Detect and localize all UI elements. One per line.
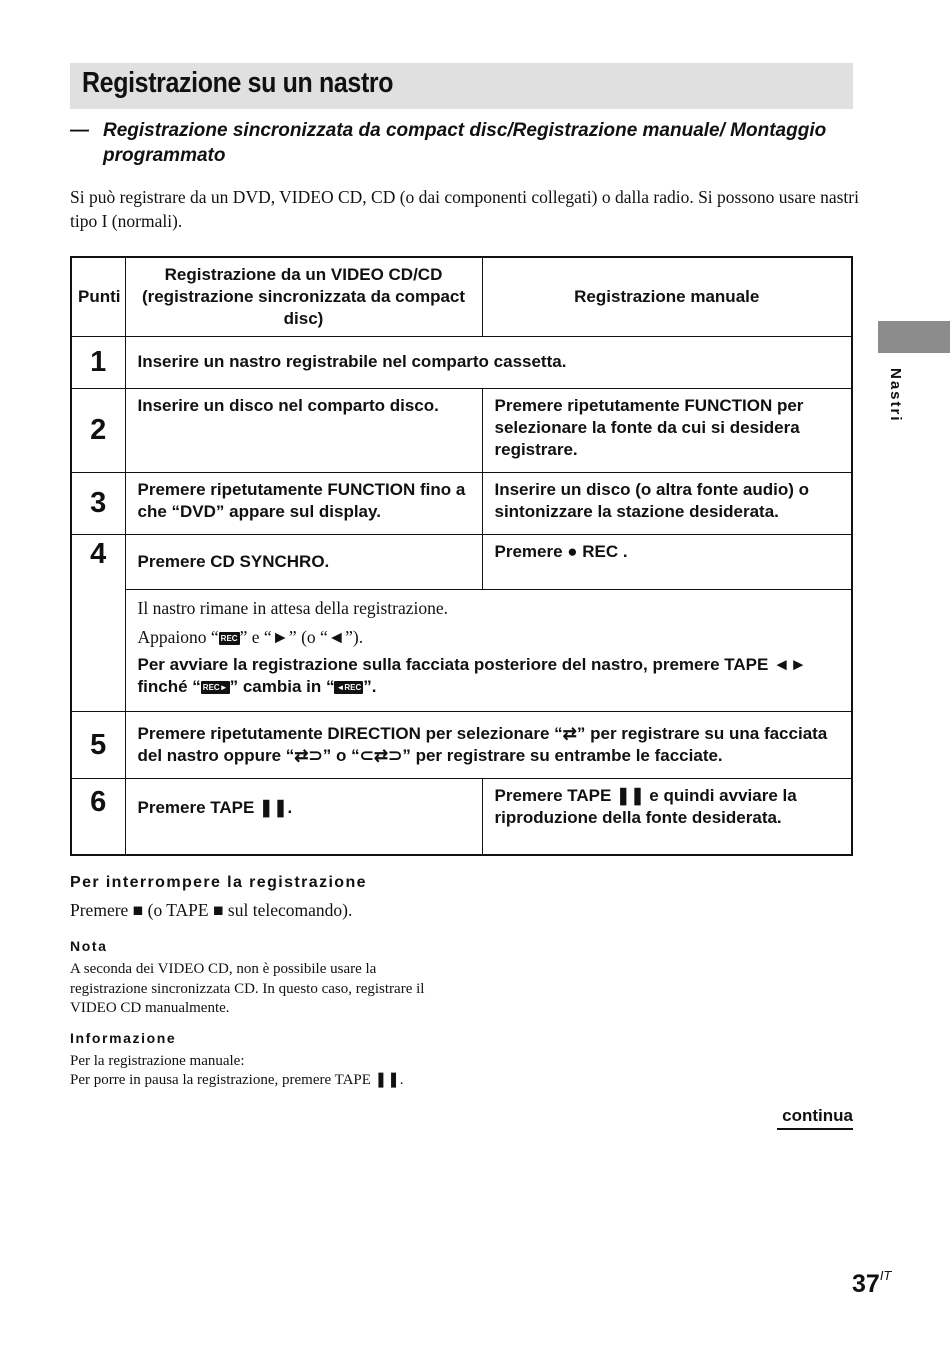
stop-section-title: Per interrompere la registrazione <box>70 874 367 891</box>
note3-text-b: ” cambia in “ <box>229 676 335 696</box>
step-number: 4 <box>71 534 125 711</box>
table-row-step-5 <box>71 711 852 778</box>
side-tab-marker <box>878 321 950 353</box>
step4-note-waiting: Il nastro rimane in attesa della registrazione. <box>137 597 448 618</box>
step-number: 3 <box>71 472 125 534</box>
step6-sync: Premere TAPE ❚❚. <box>125 778 482 855</box>
rec-indicator-icon: REC <box>220 633 238 643</box>
header-manual: Registrazione manuale <box>482 257 852 336</box>
note3-text-c: ”. <box>363 676 377 696</box>
step4-note-appear <box>138 625 840 649</box>
step-number: 5 <box>71 711 125 778</box>
note2-text-b: ” e “►” (o “◄”). <box>239 626 364 647</box>
section-subtitle <box>70 118 830 168</box>
table-row-step-3 <box>71 472 852 534</box>
step2-sync: Inserire un disco nel comparto disco. <box>125 388 482 472</box>
table-row-step-4-notes <box>71 589 852 711</box>
rec-forward-icon: REC► <box>202 682 228 692</box>
step1-text: Inserire un nastro registrabile nel comparto cassetta. <box>125 336 852 388</box>
table-row-step-6 <box>71 778 852 855</box>
informazione-title: Informazione <box>70 1030 177 1046</box>
page-number <box>852 1268 891 1299</box>
step2-manual: Premere ripetutamente FUNCTION per selezionare la fonte da cui si desidera registrare. <box>482 388 852 472</box>
header-punti: Punti <box>71 257 125 336</box>
nota-title: Nota <box>70 938 108 954</box>
step3-manual: Inserire un disco (o altra fonte audio) o sintonizzare la stazione desiderata. <box>482 472 852 534</box>
header-sync: Registrazione da un VIDEO CD/CD (registrazione sincronizzata da compact disc) <box>125 257 482 336</box>
table-row-step-1 <box>71 336 852 388</box>
step5-text: Premere ripetutamente DIRECTION per selezionare “⇄” per registrare su una facciata del nastro oppure “⇄⊃” o “⊂⇄⊃” per registrare su entrambe le facciate. <box>125 711 852 778</box>
subtitle-dash: — <box>70 120 89 141</box>
continua-label: continua <box>777 1106 853 1130</box>
intro-paragraph: Si può registrare da un DVD, VIDEO CD, CD (o dai componenti collegati) o dalla radio. Si possono usare nastri tipo I (normali). <box>70 187 859 231</box>
note3-text-a: Per avviare la registrazione sulla facciata posteriore del nastro, premere TAPE ◄► finché “ <box>137 654 807 696</box>
step-number: 2 <box>71 388 125 472</box>
step-number: 6 <box>71 778 125 855</box>
nota-text: A seconda dei VIDEO CD, non è possibile usare la registrazione sincronizzata CD. In questo caso, registrare il VIDEO CD manualmente. <box>70 961 425 1016</box>
rec-reverse-icon: ◄REC <box>336 682 362 692</box>
step4-sync: Premere CD SYNCHRO. <box>125 534 482 589</box>
title-bar <box>70 63 853 109</box>
step3-sync: Premere ripetutamente FUNCTION fino a che “DVD” appare sul display. <box>125 472 482 534</box>
table-header-row <box>71 257 852 336</box>
subtitle-text: Registrazione sincronizzata da compact disc/Registrazione manuale/ Montaggio programmato <box>103 120 827 166</box>
side-tab-label: Nastri <box>887 368 904 423</box>
informazione-line-1: Per la registrazione manuale: <box>70 1053 245 1069</box>
page-number-suffix: IT <box>879 1268 892 1283</box>
step4-manual: Premere ● REC . <box>482 534 852 589</box>
stop-section-text: Premere ■ (o TAPE ■ sul telecomando). <box>70 900 353 920</box>
step-number: 1 <box>71 336 125 388</box>
informazione-line-2: Per porre in pausa la registrazione, premere TAPE ❚❚. <box>70 1072 404 1088</box>
note2-text-a: Appaiono “ <box>137 626 219 647</box>
step4-notes <box>125 589 852 711</box>
table-row-step-2 <box>71 388 852 472</box>
page-title: Registrazione su un nastro <box>82 67 394 99</box>
step6-manual: Premere TAPE ❚❚ e quindi avviare la riproduzione della fonte desiderata. <box>482 778 852 855</box>
page-number-value: 37 <box>852 1270 880 1298</box>
step4-note-reverse <box>138 654 840 698</box>
table-row-step-4 <box>71 534 852 589</box>
steps-table <box>70 256 853 856</box>
